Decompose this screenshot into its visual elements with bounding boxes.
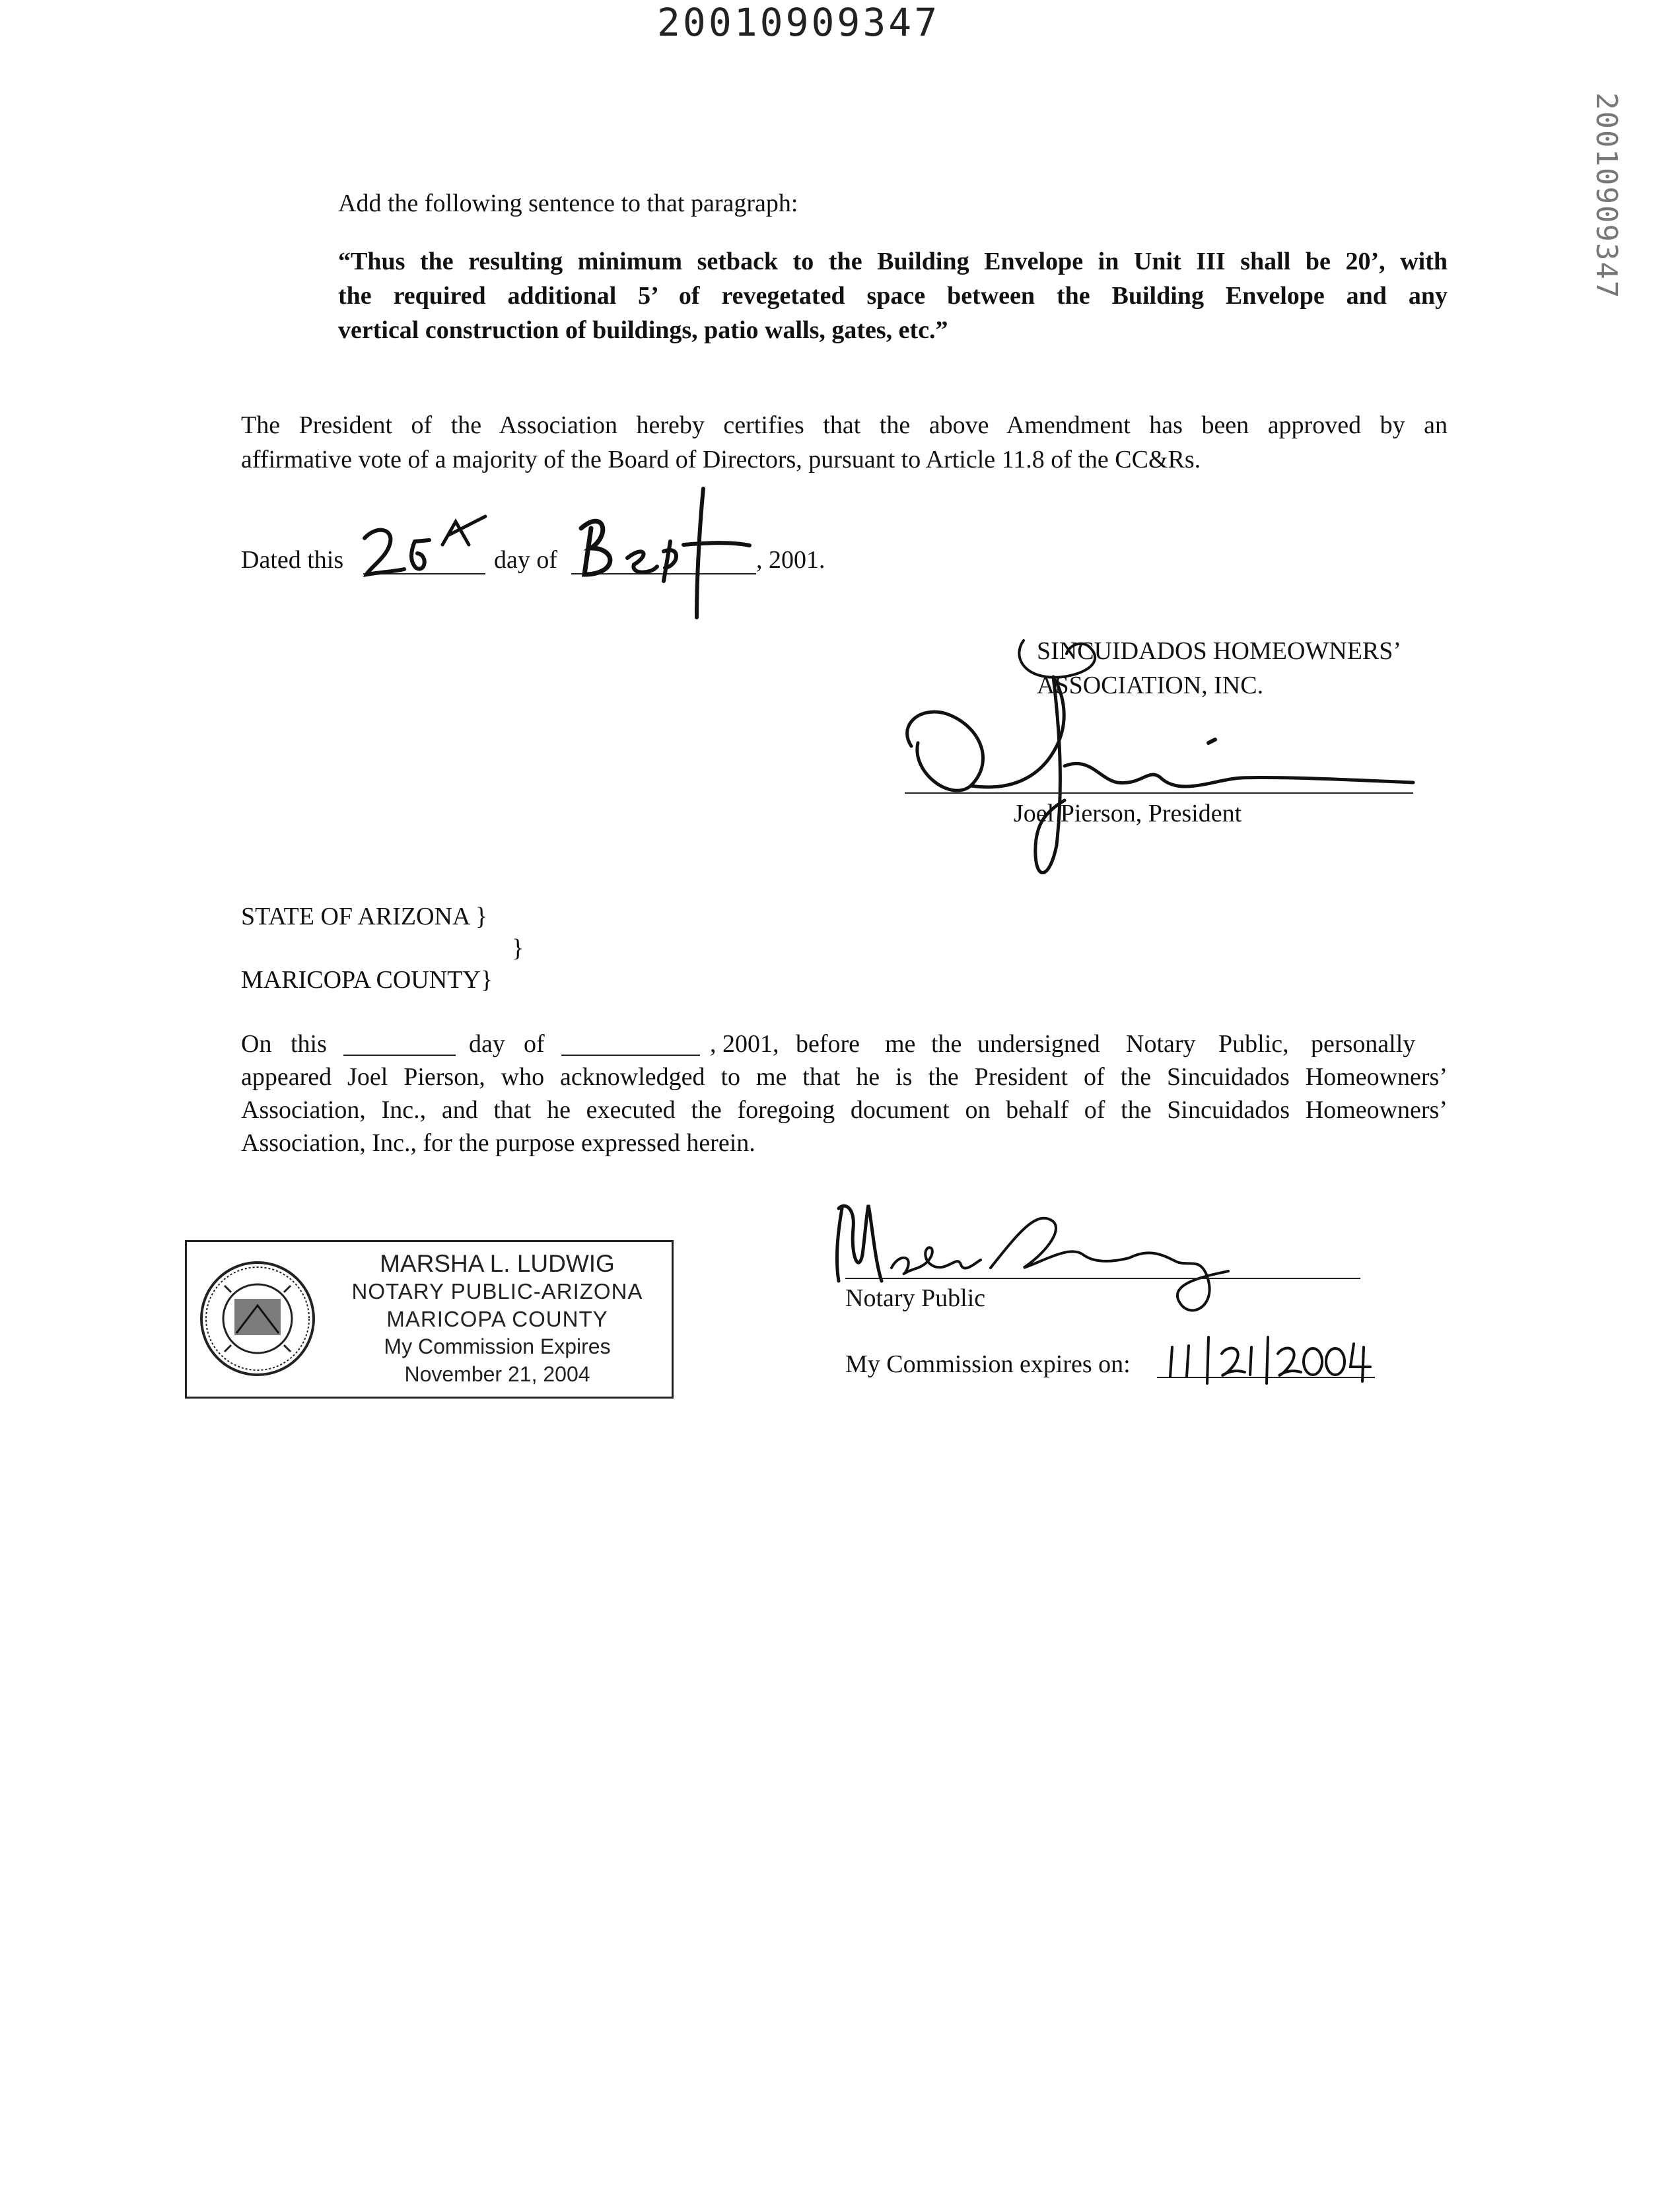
handwritten-month — [565, 482, 763, 627]
month-blank — [561, 1055, 700, 1056]
org-name-line-1: SINCUIDADOS HOMEOWNERS’ — [1037, 637, 1402, 665]
ack-word: of — [524, 1030, 545, 1058]
acknowledgment-line-3: Association, Inc., and that he executed the foregoing document on behalf of the Sincuidados Homeowners’ — [241, 1096, 1448, 1124]
signer-name-title: Joel Pierson, President — [1014, 800, 1242, 827]
handwritten-day — [357, 508, 502, 581]
ack-word: undersigned — [977, 1030, 1100, 1058]
acknowledgment-line-2: appeared Joel Pierson, who acknowledged to me that he is the President of the Sincuidados Homeowners’ — [241, 1063, 1448, 1091]
venue-county: MARICOPA COUNTY} — [241, 966, 493, 994]
side-recording-stamp — [1570, 86, 1623, 310]
certification-line-1: The President of the Association hereby certifies that the above Amendment has been approved by an — [241, 411, 1448, 439]
notary-stamp-expires-date: November 21, 2004 — [404, 1362, 590, 1386]
ack-word: me — [885, 1030, 916, 1058]
recording-number: 20010909347 — [657, 0, 940, 45]
notary-public-label: Notary Public — [845, 1284, 986, 1312]
amendment-line-3: vertical construction of buildings, patio walls, gates, etc.” — [338, 316, 948, 344]
handwritten-commission-date — [1162, 1334, 1380, 1387]
amendment-line-2: the required additional 5’ of revegetated space between the Building Envelope and any — [338, 282, 1448, 310]
dated-prefix: Dated this — [241, 546, 344, 574]
ack-word: this — [291, 1030, 327, 1058]
notary-signature-line — [845, 1278, 1360, 1279]
org-name-line-2: ASSOCIATION, INC. — [1037, 672, 1264, 699]
ack-word: Public, — [1218, 1030, 1289, 1058]
president-signature — [872, 627, 1446, 891]
notary-stamp-county: MARICOPA COUNTY — [386, 1307, 608, 1331]
ack-word: before — [796, 1030, 860, 1058]
certification-line-2: affirmative vote of a majority of the Board of Directors, pursuant to Article 11.8 of the CC&Rs. — [241, 446, 1201, 473]
notary-signature — [819, 1182, 1400, 1354]
notary-seal-icon — [198, 1259, 317, 1378]
dated-year: , 2001. — [756, 546, 825, 574]
ack-word: , 2001, — [710, 1030, 779, 1058]
notary-stamp-expires-label: My Commission Expires — [384, 1335, 611, 1358]
notary-stamp-name: MARSHA L. LUDWIG — [380, 1250, 615, 1277]
venue-brace: } — [512, 934, 524, 962]
intro-text: Add the following sentence to that paragraph: — [338, 190, 798, 217]
notary-stamp-title: NOTARY PUBLIC-ARIZONA — [351, 1279, 643, 1303]
ack-word: Notary — [1126, 1030, 1196, 1058]
signature-line — [905, 792, 1413, 794]
ack-word: personally — [1311, 1030, 1416, 1058]
dated-middle: day of — [494, 546, 558, 574]
side-stamp-text: 20010909347 — [1590, 92, 1623, 300]
ack-word: the — [931, 1030, 962, 1058]
ack-word: On — [241, 1030, 272, 1058]
venue-state: STATE OF ARIZONA } — [241, 903, 488, 930]
acknowledgment-line-4: Association, Inc., for the purpose expressed herein. — [241, 1129, 755, 1157]
day-blank — [343, 1055, 456, 1056]
amendment-line-1: “Thus the resulting minimum setback to the Building Envelope in Unit III shall be 20’, with — [338, 248, 1448, 275]
ack-word: day — [469, 1030, 505, 1058]
commission-expires-label: My Commission expires on: — [845, 1350, 1131, 1378]
